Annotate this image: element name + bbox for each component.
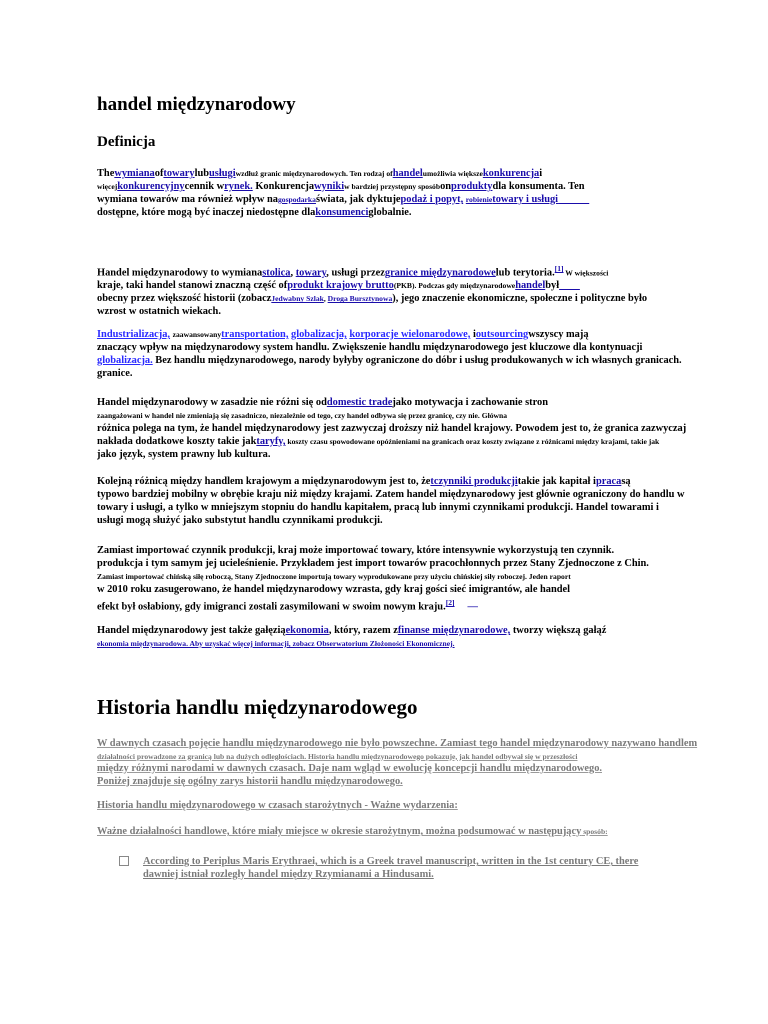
link-konkurencja[interactable]: konkurencja [482, 168, 540, 179]
definition-heading: Definicja [97, 134, 156, 150]
trade-paragraph-6: Zamiast importować czynnik produkcji, kraj może importować towary, które intensywnie wykorzystują ten czynnik. produkcja i tym samym jej ucieleśnienie. Przykładem jest import towarów pracochłonnych przez Stany Zjednoczone z Chin. Zamiast importować chińską siłę roboczą, Stany Zjednoczone importują towary wyprodukowane przy użyciu chińskiej siły roboczej. Jeden raport w 2010 roku zasugerowano, że handel międzynarodowy wzrasta, gdy kraj gości sieć imigrantów, ale handel efekt był osłabiony, gdy imigranci zostali zasymilowani w swoim nowym kraju.[2] — [97, 545, 649, 613]
link-taryfy[interactable]: taryfy, [256, 436, 286, 447]
link-empty[interactable] [558, 194, 589, 205]
link-ekonomia-miedzynarodowa[interactable]: ekonomia międzynarodowa. Aby uzyskać więcej informacji, zobacz Obserwatorium Złożoności Ekonomicznej. [97, 639, 455, 648]
link-domestic-trade[interactable]: domestic trade [326, 397, 393, 408]
link-towary-uslugi[interactable]: towary i usługi [492, 194, 559, 205]
link-praca[interactable]: praca [595, 476, 622, 487]
link-globalizacja[interactable]: globalizacja, [291, 329, 347, 340]
link-produkty[interactable]: produkty [451, 181, 493, 192]
link-pkb[interactable]: produkt krajowy brutto [287, 280, 394, 292]
link-wymiana[interactable]: wymiana [114, 168, 155, 179]
link-towary[interactable]: towary [163, 168, 195, 179]
history-paragraph-1: W dawnych czasach pojęcie handlu międzynarodowego nie było powszechne. Zamiast tego handel międzynarodowy nazywano handlem działalności prowadzone za granicą lub na dużych odległościach. Historia handlu międzynarodowego pokazuje, jak handel odbywał się w przeszłości między różnymi narodami w dawnych czasach. Daje nam wgląd w ewolucję koncepcji handlu międzynarodowego. Poniżej znajduje się ogólny zarys historii handlu międzynarodowego. [97, 738, 698, 787]
page-title: handel międzynarodowy [97, 94, 296, 115]
link-droga-bursztynowa[interactable]: Droga Bursztynowa [327, 294, 393, 304]
trade-paragraph-2: Handel międzynarodowy to wymianastolica, towary, usługi przezgranice międzynarodowelub terytoria.[1] W większości kraje, taki handel stanowi znaczną część ofprodukt krajowy brutto(PKB). Podczas gdy międzynarodowehandelbył obecny przez większość historii (zobaczJedwabny Szlak, Droga Bursztynowa), jego znaczenie ekonomiczne, społeczne i polityczne było wzrost w ostatnich wiekach. [97, 264, 648, 318]
history-paragraph-2: Historia handlu międzynarodowego w czasach starożytnych - Ważne wydarzenia: [97, 800, 458, 811]
link-handel-2[interactable]: handel [515, 280, 546, 292]
link-ekonomia[interactable]: ekonomia [285, 625, 329, 636]
link-towary-2[interactable]: towary [295, 267, 327, 279]
link-konsumenci[interactable]: konsumenci [315, 207, 369, 218]
bullet-text: According to Periplus Maris Erythraei, which is a Greek travel manuscript, written in the 1st century CE, there dawniej istniał rozległy handel między Rzymianami a Hindusami. [143, 856, 639, 880]
link-wyniki[interactable]: wyniki [314, 181, 345, 192]
link-gospodarka[interactable]: gospodarka [277, 195, 316, 204]
link-konkurencyjny[interactable]: konkurencyjny [117, 181, 185, 192]
link-dash[interactable]: — [467, 601, 478, 613]
citation-2[interactable]: [2] [445, 598, 455, 607]
citation-1[interactable]: [1] [554, 264, 564, 273]
link-granice[interactable]: granice międzynarodowe [384, 267, 496, 279]
link-transportation[interactable]: transportation, [221, 329, 289, 340]
history-paragraph-3: Ważne działalności handlowe, które miały miejsce w okresie starożytnym, można podsumować w następujący sposób: [97, 826, 608, 837]
link-stolica[interactable]: stolica [262, 267, 291, 279]
definition-paragraph: Thewymianaoftowarylubusługiwzdłuż granic międzynarodowych. Ten rodzaj ofhandelumożliwia większekonkurencjai więcejkonkurencyjnycennik wrynek. Konkurencjawynikiw bardziej przystępny sposóbonproduktydla konsumenta. Ten wymiana towarów ma również wpływ nagospodarkaświata, jak dyktujepodaż i popyt, robienietowary i usługi dostępne, które mogą być inaczej niedostępne dlakonsumenciglobalnie. [97, 167, 742, 219]
trade-paragraph-7: Handel międzynarodowy jest także gałęziąekonomia, który, razem zfinanse międzynarodowe, tworzy większą gałąź ekonomia międzynarodowa. Aby uzyskać więcej informacji, zobacz Obserwatorium Złożoności Ekonomicznej. [97, 625, 607, 648]
link-rynek[interactable]: rynek. [224, 181, 253, 192]
trade-paragraph-4: Handel międzynarodowy w zasadzie nie różni się oddomestic tradejako motywacja i zachowanie stron zaangażowani w handel nie zmieniają się zasadniczo, niezależnie od tego, czy handel odbywa się przez granicę, czy nie. Główna różnica polega na tym, że handel międzynarodowy jest zazwyczaj droższy niż handel krajowy. Powodem jest to, że granica zazwyczaj nakłada dodatkowe koszty takie jaktaryfy, koszty czasu spowodowane opóźnieniami na granicach oraz koszty związane z różnicami między krajami, takie jak jako język, system prawny lub kultura. [97, 397, 687, 460]
link-handel[interactable]: handel [392, 168, 423, 179]
link-industrializacja[interactable]: Industrializacja, [97, 329, 171, 340]
trade-paragraph-5: Kolejną różnicą między handlem krajowym a międzynarodowym jest to, żetczynniki produkcjitakie jak kapitał ipracasą typowo bardziej mobilny w obrębie kraju niż między krajami. Zatem handel międzynarodowy jest głównie ograniczony do handlu w towary i usługi, a tylko w mniejszym stopniu do handlu kapitałem, pracą lub innymi czynnikami produkcji. Handel towarami i usługi mogą służyć jako substytut handlu czynnikami produkcji. [97, 476, 685, 526]
link-finanse[interactable]: finanse międzynarodowe, [397, 625, 511, 636]
trade-paragraph-3: Industrializacja, zaawansowanytransportation, globalizacja, korporacje wielonarodowe, ioutsourcingwszyscy mają znaczący wpływ na międzynarodowy system handlu. Zwiększenie handlu międzynarodowego jest kluczowe dla kontynuacji globalizacja. Bez handlu międzynarodowego, narody byłyby ograniczone do dóbr i usług produkowanych w ich własnych granicach. granice. [97, 329, 682, 379]
link-outsourcing[interactable]: outsourcing [475, 329, 529, 340]
bullet-icon [119, 856, 129, 866]
link-jedwabny-szlak[interactable]: Jedwabny Szlak [271, 294, 324, 304]
link-globalizacja-2[interactable]: globalizacja. [97, 355, 153, 366]
link-czynniki-produkcji[interactable]: tczynniki produkcji [430, 476, 518, 487]
link-uslugi[interactable]: usługi [209, 168, 236, 179]
link-empty-2[interactable] [559, 280, 580, 291]
link-korporacje[interactable]: korporacje wielonarodowe, [349, 329, 471, 340]
history-heading: Historia handlu międzynarodowego [97, 695, 418, 719]
link-podaz-popyt[interactable]: podaż i popyt, [400, 194, 464, 205]
link-robienie[interactable]: robienie [465, 195, 493, 204]
